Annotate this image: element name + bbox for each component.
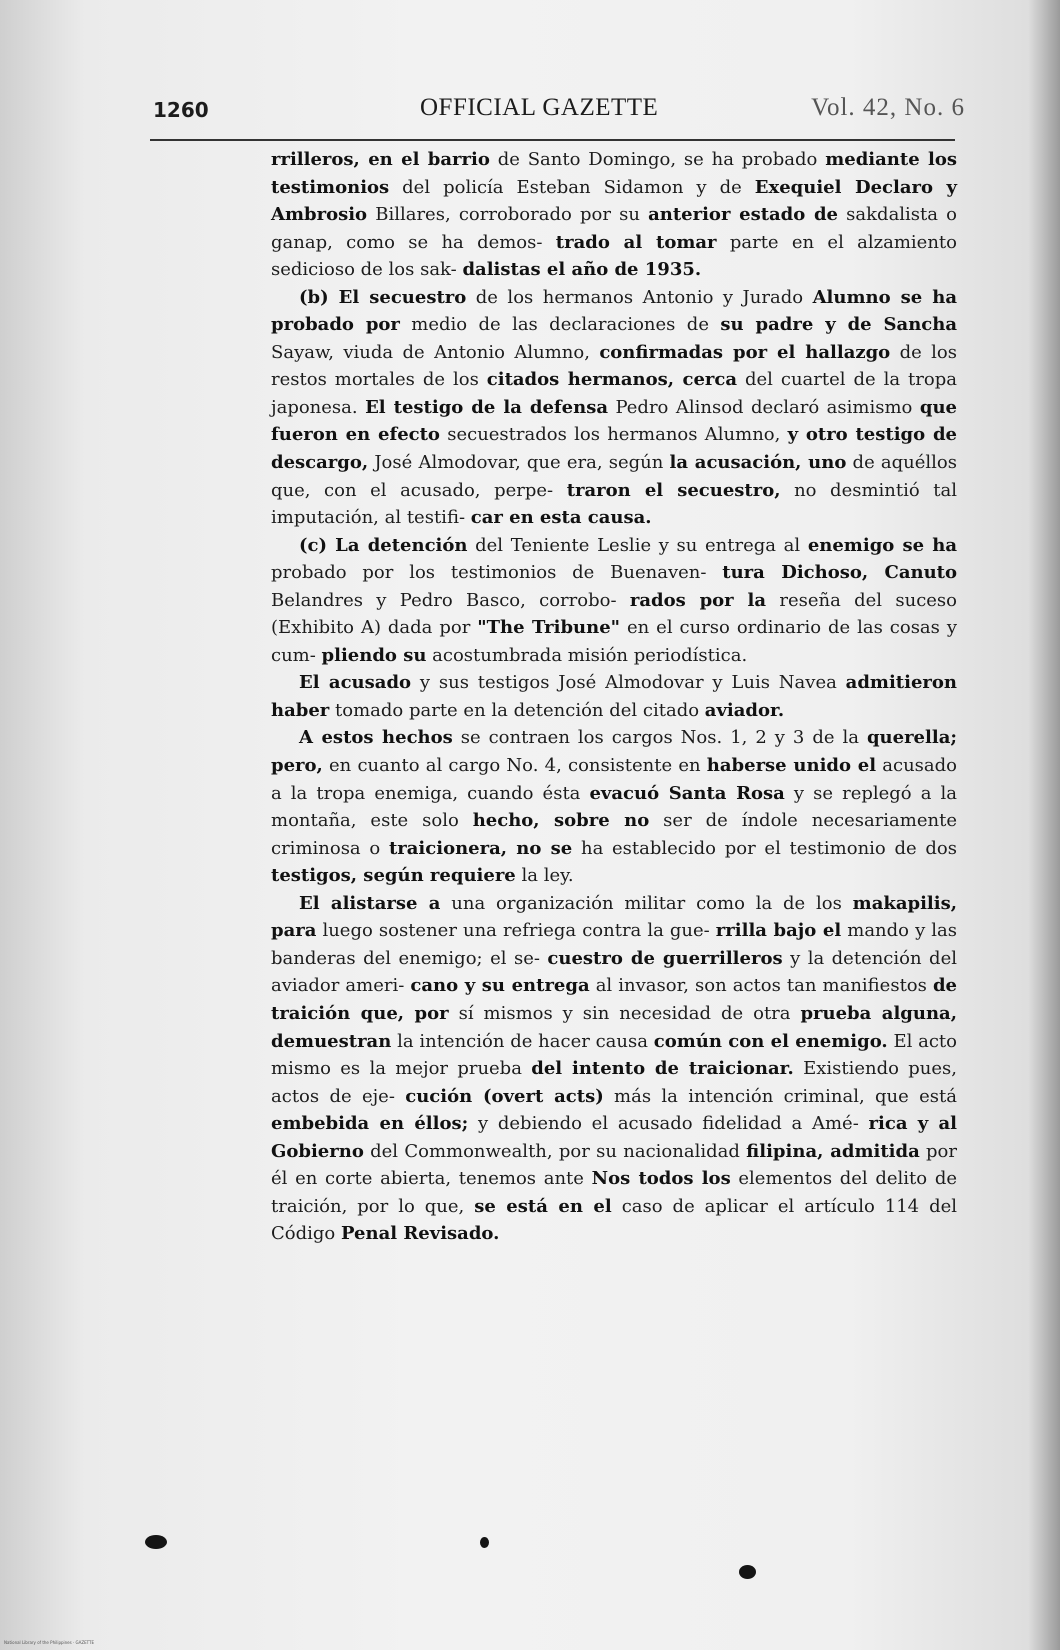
text-run: se contraen los cargos Nos. 1, 2 y 3 de la [452, 727, 867, 749]
bold-text-run: enemigo se ha [807, 534, 957, 556]
text-run: del Commonwealth, por su nacionalidad [363, 1140, 747, 1162]
bold-text-run: y otro testigo de descargo, [271, 424, 957, 474]
bold-text-run: rica y al Gobierno [271, 1113, 958, 1162]
text-run: José Almodovar, que era, según [368, 452, 670, 474]
paragraph [271, 532, 957, 670]
text-run: y debiendo el acusado fidelidad a Amé- [468, 1113, 869, 1135]
bold-text-run: haberse unido el [706, 755, 877, 777]
bold-text-run: la acusación, uno [669, 452, 847, 474]
bold-text-run: Alumno se ha probado por [271, 286, 957, 336]
bold-text-run: (b) El secuestro [299, 286, 467, 308]
text-run: de aquéllos que, con el acusado, perpe- [271, 452, 957, 501]
bold-text-run: querella; pero, [271, 727, 957, 777]
text-run: en cuanto al cargo No. 4, consistente en [322, 755, 707, 777]
text-run: medio de las declaraciones de [399, 314, 721, 336]
text-run: por él en corte abierta, tenemos ante [271, 1140, 957, 1190]
text-run: Existiendo pues, actos de eje- [271, 1058, 957, 1107]
bold-text-run: anterior estado de [648, 204, 839, 226]
text-run: reseña del suceso (Exhibito A) dada por [271, 589, 957, 639]
bold-text-run: admitieron haber [271, 672, 957, 721]
text-run: tomado parte en la detención del citado [329, 699, 705, 721]
text-run: de los restos mortales de los [271, 341, 957, 391]
bold-text-run: "The Tribune" [477, 617, 621, 639]
text-run: mando y las banderas del enemigo; el se- [271, 920, 958, 969]
bold-text-run: común con el enemigo. [653, 1030, 888, 1052]
paragraph [271, 669, 957, 724]
text-run: Pedro Alinsod declaró asimismo [608, 396, 920, 418]
text-run: y sus testigos José Almodovar y Luis Navea [411, 672, 846, 694]
text-run: luego sostener una refriega contra la gue- [316, 920, 716, 942]
bold-text-run: prueba alguna, demuestran [271, 1002, 957, 1052]
text-run: parte en el alzamiento sedicioso de los sak- [271, 231, 957, 281]
text-run: más la intención criminal, que está [603, 1085, 957, 1107]
text-run: de Santo Domingo, se ha probado [489, 149, 826, 170]
text-run: El acto mismo es la mejor prueba [271, 1030, 957, 1080]
bold-text-run: aviador. [704, 699, 785, 721]
bold-text-run: Exequiel Declaro y Ambrosio [271, 176, 957, 226]
bold-text-run: confirmadas por el hallazgo [599, 341, 891, 363]
bold-text-run: traicionera, no se [388, 837, 573, 859]
bold-text-run: cano y su entrega [410, 975, 590, 997]
bold-text-run: rrilla bajo el [715, 920, 842, 942]
bold-text-run: tura Dichoso, Canuto [722, 562, 957, 584]
text-run: sí mismos y sin necesidad de otra [448, 1002, 801, 1024]
body-text [271, 146, 957, 1248]
text-run: Billares, corroborado por su [367, 204, 649, 226]
bold-text-run: El acusado [299, 672, 412, 694]
text-run: secuestrados los hermanos Alumno, [439, 424, 788, 446]
text-run: Sayaw, viuda de Antonio Alumno, [271, 341, 600, 363]
bold-text-run: mediante los testimonios [271, 149, 958, 198]
bold-text-run: se está en el [474, 1195, 612, 1217]
text-run: y se replegó a la montaña, este solo [271, 782, 957, 832]
text-run: y la detención del aviador ameri- [271, 947, 957, 997]
ink-blot [145, 1535, 167, 1549]
ink-blot [739, 1565, 756, 1579]
bold-text-run: evacuó Santa Rosa [589, 782, 785, 804]
footer-note: National Library of the Philippines · GAZETTE [4, 1640, 94, 1645]
bold-text-run: hecho, sobre no [472, 810, 650, 832]
bold-text-run: dalistas el año de 1935. [462, 259, 702, 281]
bold-text-run: testigos, según requiere [271, 865, 516, 887]
text-run: la ley. [515, 865, 574, 887]
bold-text-run: trado al tomar [555, 231, 717, 253]
bold-text-run: del intento de traicionar. [531, 1058, 794, 1080]
publication-title: OFFICIAL GAZETTE [420, 94, 659, 121]
bold-text-run: pliendo su [321, 644, 427, 666]
text-run: ha establecido por el testimonio de dos [572, 837, 957, 859]
bold-text-run: car en esta causa. [470, 507, 652, 529]
bold-text-run: que fueron en efecto [271, 396, 957, 446]
ink-blot [480, 1537, 489, 1548]
text-run: del policía Esteban Sidamon y de [389, 176, 755, 198]
bold-text-run: Nos todos los [591, 1168, 731, 1190]
text-run: acostumbrada misión periodística. [426, 644, 748, 666]
bold-text-run: (c) La detención [299, 534, 468, 556]
text-run: una organización militar como la de los [440, 892, 853, 914]
page-header [0, 86, 1060, 126]
text-run: de los hermanos Antonio y Jurado [466, 286, 813, 308]
text-run: en el curso ordinario de las cosas y cum- [271, 617, 958, 666]
bold-text-run: cución (overt acts) [405, 1085, 604, 1107]
bold-text-run: filipina, admitida [746, 1140, 920, 1162]
bold-text-run: su padre y de Sancha [720, 314, 958, 336]
bold-text-run: Penal Revisado. [340, 1223, 500, 1245]
text-run: ser de índole necesariamente criminosa o [271, 810, 957, 859]
paragraph [271, 146, 957, 284]
paragraph [271, 724, 957, 889]
bold-text-run: rados por la [629, 589, 767, 611]
bold-text-run: rrilleros, en el barrio [271, 149, 490, 170]
text-run: al invasor, son actos tan manifiestos [589, 975, 933, 997]
text-run: acusado a la tropa enemiga, cuando ésta [271, 755, 957, 804]
bold-text-run: El testigo de la defensa [365, 396, 608, 418]
bold-text-run: traron el secuestro, [566, 479, 781, 501]
bold-text-run: makapilis, para [271, 892, 957, 942]
bold-text-run: El alistarse a [299, 892, 441, 914]
text-run: probado por los testimonios de Buenaven- [271, 562, 723, 584]
bold-text-run: A estos hechos [299, 727, 453, 749]
paragraph [271, 890, 957, 1248]
text-run: sakdalista o ganap, como se ha demos- [271, 204, 957, 253]
header-rule [150, 139, 955, 141]
page-number: 1260 [153, 98, 209, 122]
bold-text-run: de traición que, por [271, 975, 957, 1024]
bold-text-run: citados hermanos, cerca [486, 369, 738, 391]
text-run: caso de aplicar el artículo 114 del Código [271, 1195, 958, 1245]
paragraph [271, 284, 957, 532]
bold-text-run: embebida en éllos; [271, 1113, 469, 1135]
text-run: del cuartel de la tropa japonesa. [271, 369, 957, 418]
volume-number: Vol. 42, No. 6 [811, 94, 965, 121]
text-run: elementos del delito de traición, por lo que, [271, 1168, 957, 1217]
text-run: Belandres y Pedro Basco, corrobo- [271, 589, 630, 611]
text-run: la intención de hacer causa [391, 1030, 654, 1052]
text-run: del Teniente Leslie y su entrega al [467, 534, 808, 556]
bold-text-run: cuestro de guerrilleros [547, 947, 783, 969]
text-run: no desmintió tal imputación, al testifi- [271, 479, 957, 529]
